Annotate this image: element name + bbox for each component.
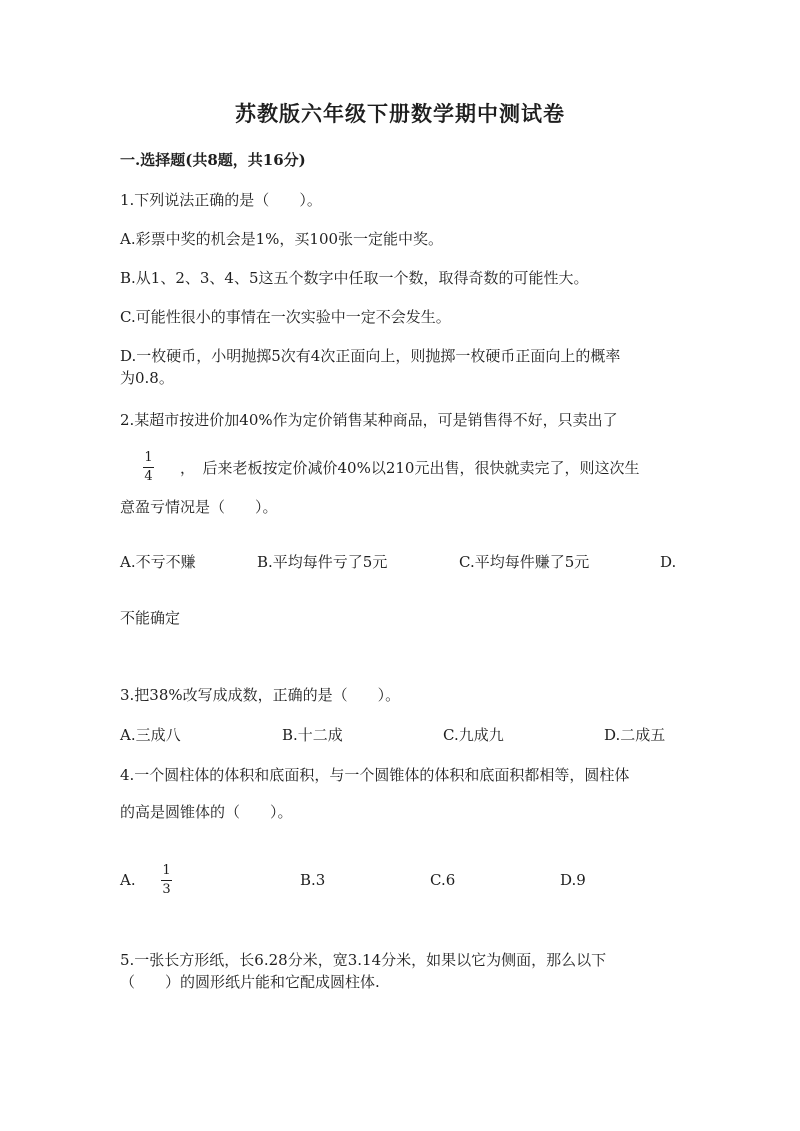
fraction-denominator: 3 — [162, 882, 171, 897]
page-title: 苏教版六年级下册数学期中测试卷 — [235, 101, 565, 126]
question-4-option-b: B.3 — [300, 871, 326, 889]
question-1-option-d: D.一枚硬币，小明抛掷5次有4次正面向上，则抛掷一枚硬币正面向上的概率 — [120, 347, 621, 365]
question-5-stem-line2: （ ）的圆形纸片能和它配成圆柱体. — [120, 973, 380, 991]
fraction-bar — [161, 880, 172, 881]
question-4-option-a-fraction — [161, 864, 172, 897]
question-2-stem: 2.某超市按进价加40%作为定价销售某种商品，可是销售得不好，只卖出了 — [120, 411, 618, 429]
fraction-bar — [143, 467, 154, 468]
question-3-stem: 3.把38%改写成成数，正确的是（ ）。 — [120, 686, 401, 704]
question-2-fraction — [143, 451, 154, 484]
question-2-option-b: B.平均每件亏了5元 — [257, 553, 388, 571]
fraction-numerator: 1 — [162, 863, 171, 878]
question-1-option-d-cont: 为0.8。 — [120, 369, 174, 387]
question-2-option-c: C.平均每件赚了5元 — [459, 553, 590, 571]
question-2-option-d-label: D. — [660, 553, 677, 571]
question-4-option-d: D.9 — [560, 871, 586, 889]
question-2-option-d-text: 不能确定 — [120, 609, 181, 627]
question-4-stem: 4.一个圆柱体的体积和底面积，与一个圆锥体的体积和底面积都相等，圆柱体 — [120, 766, 630, 784]
question-3-option-a: A.三成八 — [120, 726, 181, 744]
fraction-numerator: 1 — [144, 450, 153, 465]
question-1-stem: 1.下列说法正确的是（ ）。 — [120, 191, 322, 209]
question-3-option-c: C.九成九 — [443, 726, 504, 744]
fraction-denominator: 4 — [144, 469, 153, 484]
question-4-stem-line2: 的高是圆锥体的（ ）。 — [120, 803, 293, 821]
question-1-option-b: B.从1、2、3、4、5这五个数字中任取一个数，取得奇数的可能性大。 — [120, 269, 589, 287]
question-2-stem-line3: 意盈亏情况是（ ）。 — [120, 498, 278, 516]
question-3-option-d: D.二成五 — [604, 726, 666, 744]
section-heading: 一.选择题(共8题，共16分) — [120, 151, 306, 169]
question-2-option-a: A.不亏不赚 — [120, 553, 196, 571]
question-1-option-a: A.彩票中奖的机会是1%，买100张一定能中奖。 — [120, 230, 444, 248]
question-2-stem-line2: ， 后来老板按定价减价40%以210元出售，很快就卖完了，则这次生 — [180, 459, 640, 477]
question-5-stem: 5.一张长方形纸，长6.28分米，宽3.14分米，如果以它为侧面，那么以下 — [120, 951, 607, 969]
question-4-option-a-label: A. — [120, 871, 136, 889]
question-4-option-c: C.6 — [430, 871, 456, 889]
question-1-option-c: C.可能性很小的事情在一次实验中一定不会发生。 — [120, 308, 451, 326]
question-3-option-b: B.十二成 — [282, 726, 343, 744]
